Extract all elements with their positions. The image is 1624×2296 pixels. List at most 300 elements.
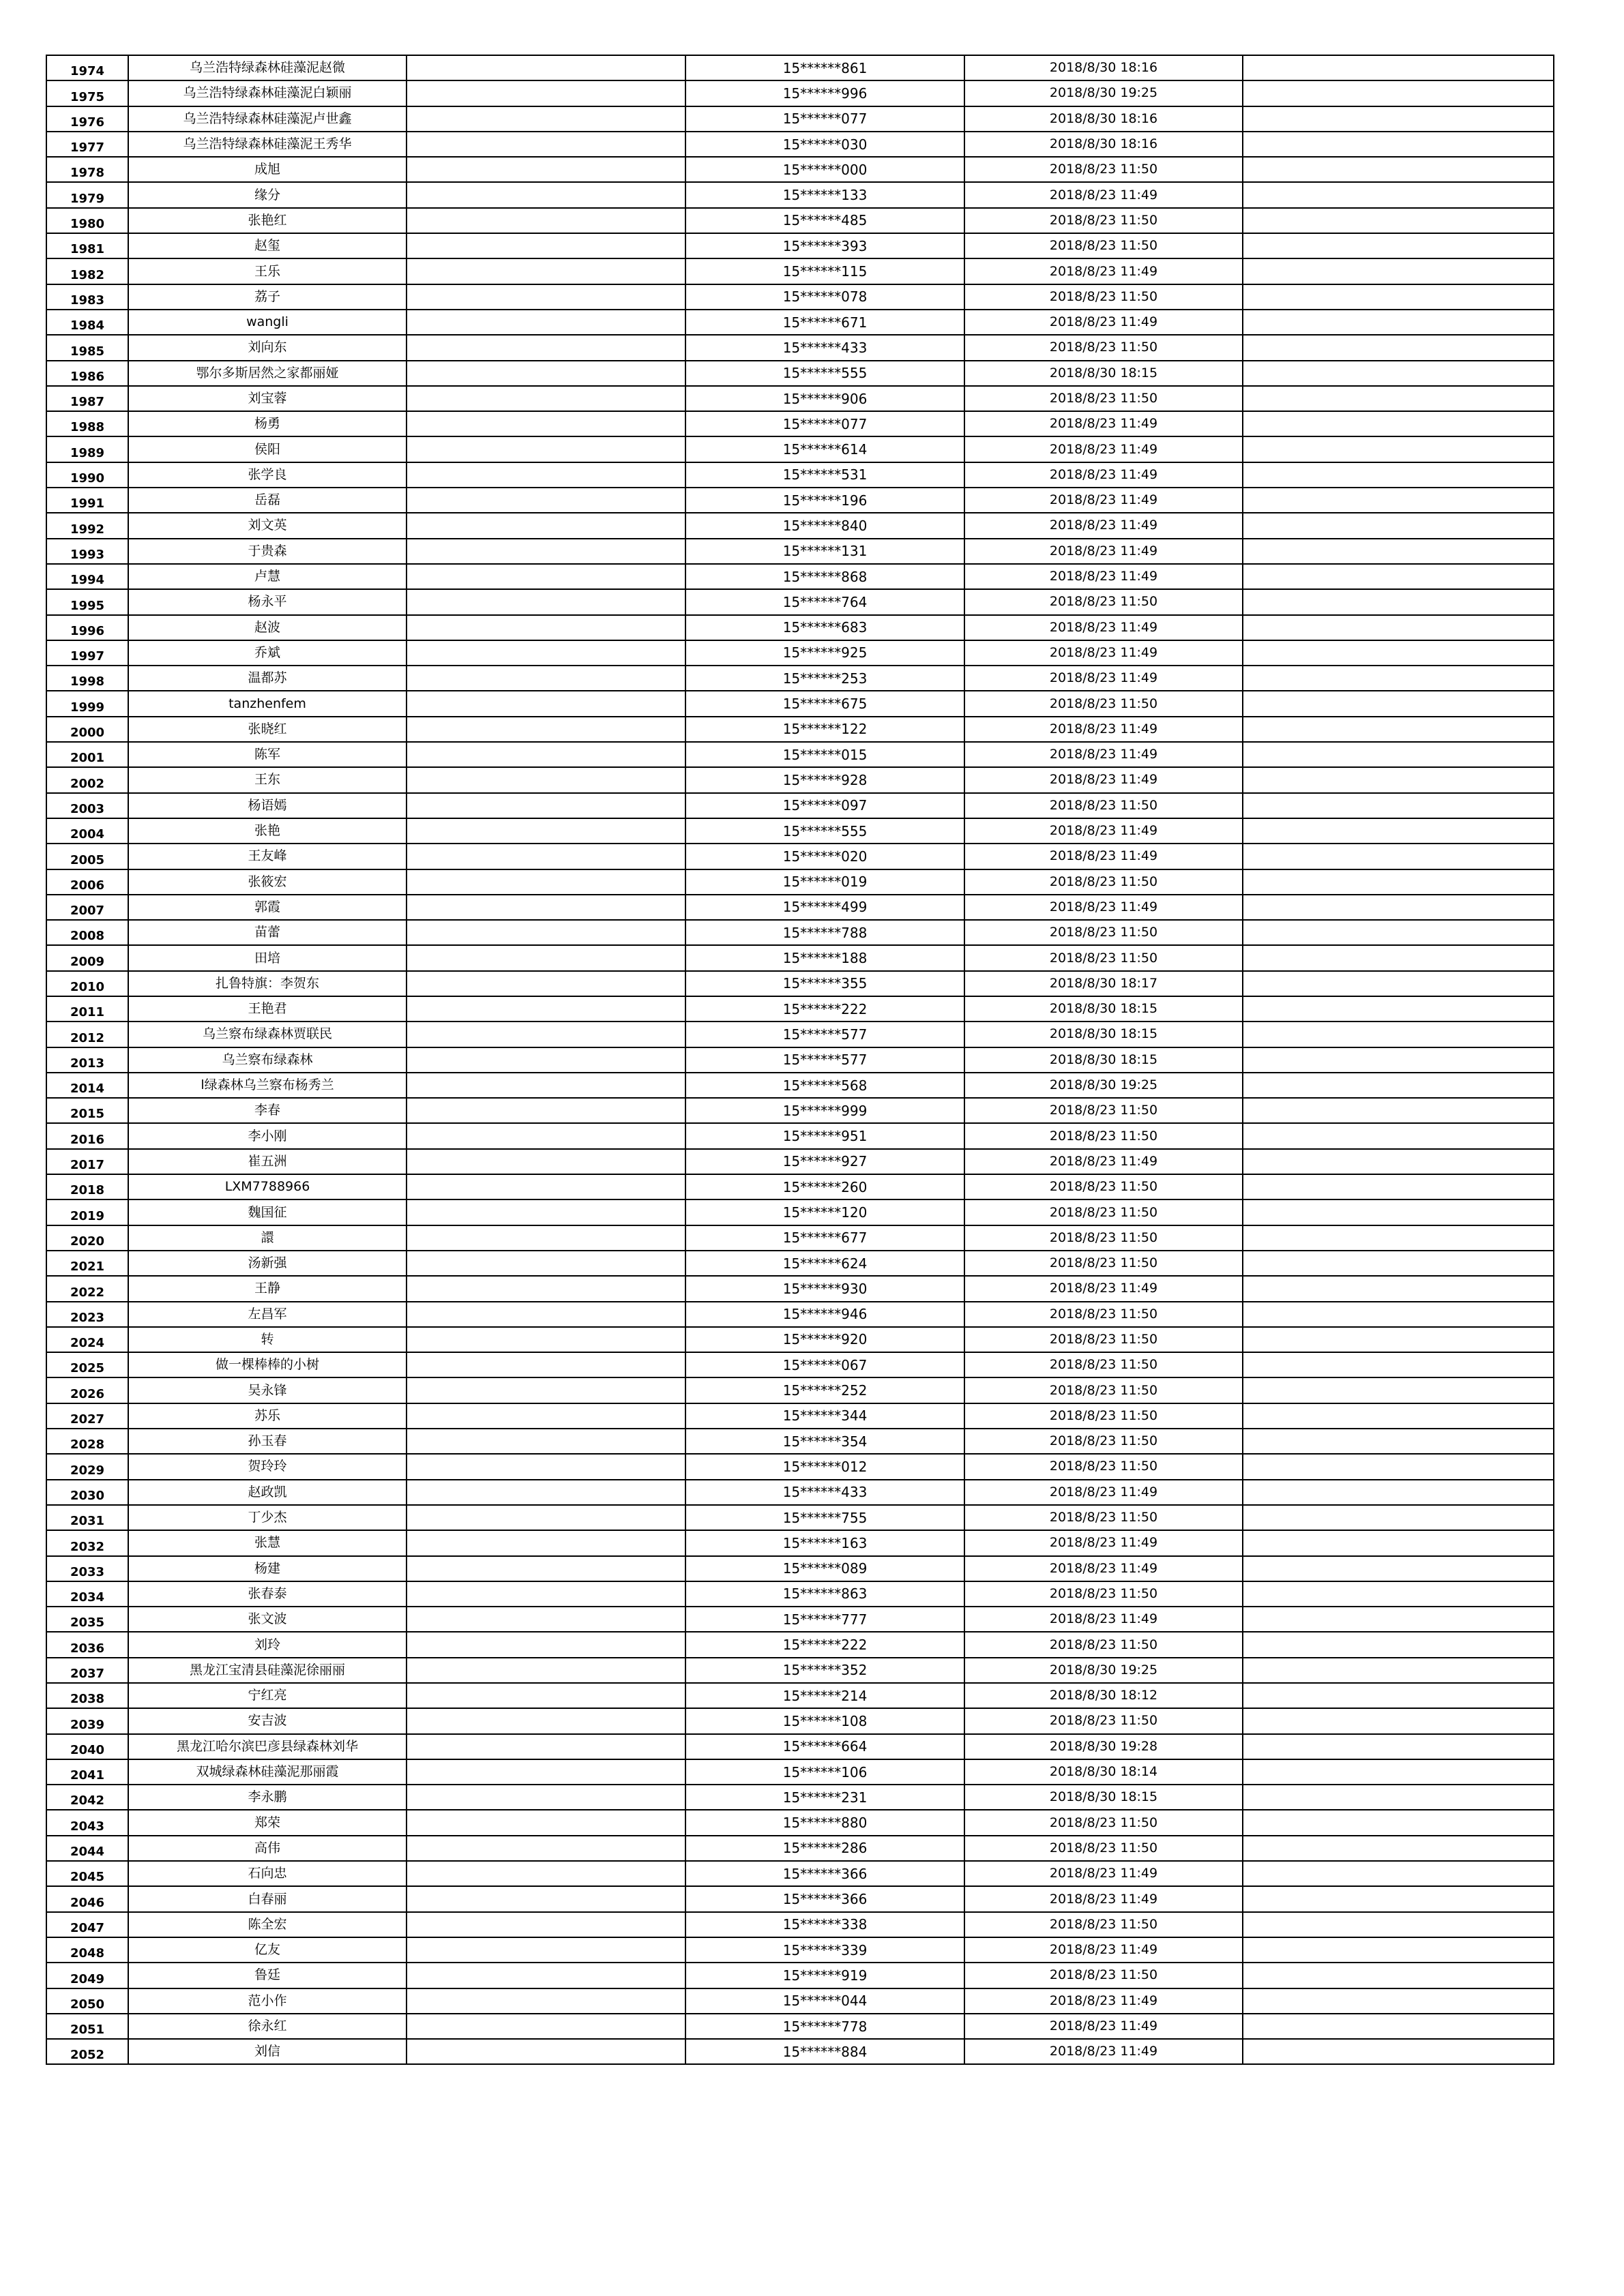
row-phone: 15******624 — [685, 1251, 964, 1276]
row-time: 2018/8/23 11:49 — [964, 411, 1243, 436]
row-empty-cell — [407, 589, 685, 614]
row-index: 2022 — [46, 1276, 128, 1301]
row-phone: 15******671 — [685, 310, 964, 335]
row-phone: 15******555 — [685, 361, 964, 386]
row-name: 赵玺 — [128, 233, 407, 258]
row-trailing-cell — [1243, 233, 1554, 258]
row-time: 2018/8/23 11:50 — [964, 1912, 1243, 1937]
row-empty-cell — [407, 640, 685, 666]
table-row — [46, 1352, 1554, 1377]
row-index: 1980 — [46, 208, 128, 233]
row-trailing-cell — [1243, 1556, 1554, 1581]
row-phone: 15******577 — [685, 1022, 964, 1047]
row-empty-cell — [407, 1658, 685, 1683]
row-name: 张艳红 — [128, 208, 407, 233]
row-time: 2018/8/23 11:49 — [964, 742, 1243, 767]
row-trailing-cell — [1243, 1963, 1554, 1988]
row-phone: 15******366 — [685, 1861, 964, 1886]
row-name: 张筱宏 — [128, 869, 407, 895]
row-name: 安吉波 — [128, 1708, 407, 1733]
row-index: 2042 — [46, 1785, 128, 1810]
row-time: 2018/8/30 18:17 — [964, 971, 1243, 996]
row-empty-cell — [407, 1963, 685, 1988]
row-index: 2041 — [46, 1759, 128, 1785]
row-phone: 15******928 — [685, 767, 964, 792]
row-index: 2010 — [46, 971, 128, 996]
table-body — [46, 55, 1554, 2064]
row-trailing-cell — [1243, 335, 1554, 360]
row-trailing-cell — [1243, 1073, 1554, 1098]
row-time: 2018/8/23 11:49 — [964, 615, 1243, 640]
row-empty-cell — [407, 1886, 685, 1911]
row-index: 2048 — [46, 1937, 128, 1963]
row-empty-cell — [407, 157, 685, 182]
row-name: 张艳 — [128, 818, 407, 844]
row-phone: 15******861 — [685, 55, 964, 80]
row-trailing-cell — [1243, 182, 1554, 207]
row-index: 2046 — [46, 1886, 128, 1911]
row-trailing-cell — [1243, 1123, 1554, 1148]
table-row — [46, 1429, 1554, 1454]
row-index: 2027 — [46, 1403, 128, 1429]
row-phone: 15******999 — [685, 1098, 964, 1123]
row-name: 陈全宏 — [128, 1912, 407, 1937]
row-phone: 15******840 — [685, 513, 964, 538]
row-empty-cell — [407, 2039, 685, 2064]
row-phone: 15******355 — [685, 971, 964, 996]
row-trailing-cell — [1243, 539, 1554, 564]
row-index: 1995 — [46, 589, 128, 614]
row-empty-cell — [407, 335, 685, 360]
row-trailing-cell — [1243, 818, 1554, 844]
row-index: 2023 — [46, 1302, 128, 1327]
row-trailing-cell — [1243, 361, 1554, 386]
row-time: 2018/8/23 11:50 — [964, 1810, 1243, 1835]
row-empty-cell — [407, 1505, 685, 1530]
table-row — [46, 666, 1554, 691]
row-trailing-cell — [1243, 1708, 1554, 1733]
row-name: 赵政凯 — [128, 1480, 407, 1505]
row-name: 卢慧 — [128, 564, 407, 589]
row-time: 2018/8/23 11:49 — [964, 539, 1243, 564]
row-index: 1997 — [46, 640, 128, 666]
table-row — [46, 971, 1554, 996]
row-trailing-cell — [1243, 284, 1554, 310]
row-empty-cell — [407, 666, 685, 691]
row-name: tanzhenfem — [128, 691, 407, 716]
table-row — [46, 1658, 1554, 1683]
table-row — [46, 1759, 1554, 1785]
table-row — [46, 1377, 1554, 1403]
row-trailing-cell — [1243, 1607, 1554, 1632]
row-time: 2018/8/30 19:28 — [964, 1734, 1243, 1759]
row-trailing-cell — [1243, 1912, 1554, 1937]
row-phone: 15******000 — [685, 157, 964, 182]
row-trailing-cell — [1243, 1683, 1554, 1708]
row-empty-cell — [407, 55, 685, 80]
row-empty-cell — [407, 1759, 685, 1785]
row-time: 2018/8/30 18:16 — [964, 132, 1243, 157]
row-time: 2018/8/23 11:50 — [964, 793, 1243, 818]
row-phone: 15******344 — [685, 1403, 964, 1429]
row-index: 2037 — [46, 1658, 128, 1683]
row-index: 2032 — [46, 1530, 128, 1555]
row-name: 乌兰浩特绿森林硅藻泥赵微 — [128, 55, 407, 80]
row-trailing-cell — [1243, 945, 1554, 970]
row-phone: 15******531 — [685, 462, 964, 488]
row-trailing-cell — [1243, 1836, 1554, 1861]
row-time: 2018/8/23 11:49 — [964, 1556, 1243, 1581]
row-phone: 15******880 — [685, 1810, 964, 1835]
table-row — [46, 1963, 1554, 1988]
row-time: 2018/8/30 18:14 — [964, 1759, 1243, 1785]
row-index: 2033 — [46, 1556, 128, 1581]
row-trailing-cell — [1243, 996, 1554, 1022]
row-empty-cell — [407, 1352, 685, 1377]
row-time: 2018/8/23 11:49 — [964, 488, 1243, 513]
table-row — [46, 1632, 1554, 1657]
row-time: 2018/8/30 18:12 — [964, 1683, 1243, 1708]
row-empty-cell — [407, 1149, 685, 1174]
row-name: 双城绿森林硅藻泥那丽霞 — [128, 1759, 407, 1785]
row-name: 鲁廷 — [128, 1963, 407, 1988]
row-empty-cell — [407, 1861, 685, 1886]
row-trailing-cell — [1243, 869, 1554, 895]
row-time: 2018/8/30 18:15 — [964, 1022, 1243, 1047]
row-time: 2018/8/23 11:50 — [964, 1251, 1243, 1276]
row-name: 鄂尔多斯居然之家都丽娅 — [128, 361, 407, 386]
table-row — [46, 1251, 1554, 1276]
row-name: 刘宝蓉 — [128, 386, 407, 411]
row-phone: 15******352 — [685, 1658, 964, 1683]
row-trailing-cell — [1243, 411, 1554, 436]
table-row — [46, 1988, 1554, 2014]
row-time: 2018/8/23 11:49 — [964, 1607, 1243, 1632]
row-time: 2018/8/23 11:50 — [964, 1123, 1243, 1148]
row-time: 2018/8/23 11:49 — [964, 1149, 1243, 1174]
row-index: 1979 — [46, 182, 128, 207]
row-phone: 15******286 — [685, 1836, 964, 1861]
row-index: 2039 — [46, 1708, 128, 1733]
row-phone: 15******868 — [685, 564, 964, 589]
row-time: 2018/8/23 11:50 — [964, 1505, 1243, 1530]
row-time: 2018/8/23 11:49 — [964, 462, 1243, 488]
table-row — [46, 284, 1554, 310]
row-trailing-cell — [1243, 1352, 1554, 1377]
row-name: 亿友 — [128, 1937, 407, 1963]
table-row — [46, 895, 1554, 920]
table-row — [46, 2039, 1554, 2064]
row-time: 2018/8/23 11:49 — [964, 1530, 1243, 1555]
row-index: 2015 — [46, 1098, 128, 1123]
row-trailing-cell — [1243, 1988, 1554, 2014]
row-index: 2047 — [46, 1912, 128, 1937]
row-index: 2014 — [46, 1073, 128, 1098]
row-phone: 15******067 — [685, 1352, 964, 1377]
row-index: 2051 — [46, 2014, 128, 2039]
row-empty-cell — [407, 1937, 685, 1963]
row-name: 乌兰浩特绿森林硅藻泥卢世鑫 — [128, 106, 407, 132]
row-index: 1975 — [46, 80, 128, 106]
row-phone: 15******863 — [685, 1581, 964, 1607]
row-index: 2034 — [46, 1581, 128, 1607]
row-phone: 15******664 — [685, 1734, 964, 1759]
table-row — [46, 793, 1554, 818]
row-time: 2018/8/23 11:49 — [964, 513, 1243, 538]
row-time: 2018/8/23 11:50 — [964, 1174, 1243, 1199]
row-trailing-cell — [1243, 1047, 1554, 1073]
row-name: 缘分 — [128, 182, 407, 207]
row-empty-cell — [407, 1199, 685, 1225]
table-row — [46, 1607, 1554, 1632]
row-empty-cell — [407, 1073, 685, 1098]
row-trailing-cell — [1243, 767, 1554, 792]
row-name: 郑荣 — [128, 1810, 407, 1835]
row-name: 宁红亮 — [128, 1683, 407, 1708]
row-time: 2018/8/23 11:50 — [964, 1352, 1243, 1377]
row-trailing-cell — [1243, 132, 1554, 157]
row-name: 做一棵棒棒的小树 — [128, 1352, 407, 1377]
row-phone: 15******012 — [685, 1454, 964, 1479]
row-trailing-cell — [1243, 1454, 1554, 1479]
row-index: 1981 — [46, 233, 128, 258]
row-name: 贺玲玲 — [128, 1454, 407, 1479]
row-index: 2040 — [46, 1734, 128, 1759]
row-trailing-cell — [1243, 462, 1554, 488]
row-name: LXM7788966 — [128, 1174, 407, 1199]
row-index: 2024 — [46, 1327, 128, 1352]
row-name: 田培 — [128, 945, 407, 970]
row-empty-cell — [407, 1174, 685, 1199]
row-name: 汤新强 — [128, 1251, 407, 1276]
row-index: 2025 — [46, 1352, 128, 1377]
row-time: 2018/8/30 18:15 — [964, 361, 1243, 386]
row-empty-cell — [407, 1480, 685, 1505]
table-row — [46, 1836, 1554, 1861]
row-index: 1992 — [46, 513, 128, 538]
row-index: 2045 — [46, 1861, 128, 1886]
row-time: 2018/8/23 11:49 — [964, 666, 1243, 691]
row-time: 2018/8/23 11:50 — [964, 233, 1243, 258]
row-phone: 15******433 — [685, 1480, 964, 1505]
row-phone: 15******252 — [685, 1377, 964, 1403]
row-phone: 15******884 — [685, 2039, 964, 2064]
row-phone: 15******339 — [685, 1937, 964, 1963]
row-name: 荔子 — [128, 284, 407, 310]
row-name: 李春 — [128, 1098, 407, 1123]
table-row — [46, 1861, 1554, 1886]
row-trailing-cell — [1243, 1225, 1554, 1251]
row-phone: 15******555 — [685, 818, 964, 844]
row-index: 1985 — [46, 335, 128, 360]
table-row — [46, 1302, 1554, 1327]
row-empty-cell — [407, 717, 685, 742]
row-time: 2018/8/23 11:49 — [964, 1276, 1243, 1301]
row-index: 1994 — [46, 564, 128, 589]
row-index: 1989 — [46, 436, 128, 462]
row-trailing-cell — [1243, 513, 1554, 538]
table-row — [46, 55, 1554, 80]
row-trailing-cell — [1243, 615, 1554, 640]
row-trailing-cell — [1243, 1530, 1554, 1555]
row-name: 王乐 — [128, 258, 407, 284]
row-trailing-cell — [1243, 1937, 1554, 1963]
row-phone: 15******097 — [685, 793, 964, 818]
table-row — [46, 844, 1554, 869]
row-empty-cell — [407, 513, 685, 538]
row-index: 2009 — [46, 945, 128, 970]
table-row — [46, 945, 1554, 970]
row-trailing-cell — [1243, 1276, 1554, 1301]
row-trailing-cell — [1243, 310, 1554, 335]
row-name: 譞 — [128, 1225, 407, 1251]
row-empty-cell — [407, 1403, 685, 1429]
row-empty-cell — [407, 1123, 685, 1148]
row-trailing-cell — [1243, 1302, 1554, 1327]
row-trailing-cell — [1243, 2039, 1554, 2064]
row-trailing-cell — [1243, 1810, 1554, 1835]
table-row — [46, 1022, 1554, 1047]
row-time: 2018/8/23 11:50 — [964, 1963, 1243, 1988]
row-trailing-cell — [1243, 208, 1554, 233]
row-time: 2018/8/23 11:50 — [964, 1581, 1243, 1607]
row-time: 2018/8/23 11:50 — [964, 1225, 1243, 1251]
row-empty-cell — [407, 80, 685, 106]
row-name: 王艳君 — [128, 996, 407, 1022]
row-empty-cell — [407, 1047, 685, 1073]
row-phone: 15******393 — [685, 233, 964, 258]
row-trailing-cell — [1243, 1759, 1554, 1785]
row-phone: 15******196 — [685, 488, 964, 513]
row-phone: 15******614 — [685, 436, 964, 462]
row-name: 刘信 — [128, 2039, 407, 2064]
row-phone: 15******077 — [685, 106, 964, 132]
row-phone: 15******015 — [685, 742, 964, 767]
row-trailing-cell — [1243, 1581, 1554, 1607]
row-name: 扎鲁特旗：李贺东 — [128, 971, 407, 996]
row-index: 2052 — [46, 2039, 128, 2064]
row-time: 2018/8/23 11:49 — [964, 717, 1243, 742]
row-trailing-cell — [1243, 742, 1554, 767]
row-phone: 15******188 — [685, 945, 964, 970]
row-name: 杨建 — [128, 1556, 407, 1581]
row-trailing-cell — [1243, 920, 1554, 945]
row-trailing-cell — [1243, 1149, 1554, 1174]
table-row — [46, 157, 1554, 182]
table-row — [46, 310, 1554, 335]
row-index: 1976 — [46, 106, 128, 132]
row-empty-cell — [407, 996, 685, 1022]
row-phone: 15******260 — [685, 1174, 964, 1199]
row-time: 2018/8/30 18:16 — [964, 55, 1243, 80]
row-index: 2050 — [46, 1988, 128, 2014]
row-empty-cell — [407, 1632, 685, 1657]
table-row — [46, 1174, 1554, 1199]
row-time: 2018/8/23 11:49 — [964, 1480, 1243, 1505]
row-name: 苗蕾 — [128, 920, 407, 945]
table-row — [46, 488, 1554, 513]
row-empty-cell — [407, 869, 685, 895]
row-index: 2021 — [46, 1251, 128, 1276]
row-trailing-cell — [1243, 895, 1554, 920]
row-empty-cell — [407, 564, 685, 589]
row-name: 王静 — [128, 1276, 407, 1301]
row-name: 崔五洲 — [128, 1149, 407, 1174]
row-empty-cell — [407, 411, 685, 436]
row-empty-cell — [407, 462, 685, 488]
row-time: 2018/8/23 11:50 — [964, 1454, 1243, 1479]
table-row — [46, 1073, 1554, 1098]
row-trailing-cell — [1243, 1632, 1554, 1657]
row-time: 2018/8/23 11:49 — [964, 2039, 1243, 2064]
row-name: 乌兰察布绿森林 — [128, 1047, 407, 1073]
row-time: 2018/8/23 11:50 — [964, 589, 1243, 614]
row-phone: 15******222 — [685, 996, 964, 1022]
row-time: 2018/8/23 11:49 — [964, 258, 1243, 284]
table-row — [46, 1276, 1554, 1301]
table-row — [46, 80, 1554, 106]
table-row — [46, 182, 1554, 207]
row-index: 1982 — [46, 258, 128, 284]
row-empty-cell — [407, 208, 685, 233]
table-row — [46, 767, 1554, 792]
table-row — [46, 1047, 1554, 1073]
row-empty-cell — [407, 1988, 685, 2014]
row-empty-cell — [407, 1454, 685, 1479]
row-empty-cell — [407, 1225, 685, 1251]
row-empty-cell — [407, 691, 685, 716]
table-row — [46, 564, 1554, 589]
row-index: 2026 — [46, 1377, 128, 1403]
row-phone: 15******077 — [685, 411, 964, 436]
row-empty-cell — [407, 182, 685, 207]
row-time: 2018/8/23 11:50 — [964, 945, 1243, 970]
row-time: 2018/8/23 11:50 — [964, 1429, 1243, 1454]
row-index: 1974 — [46, 55, 128, 80]
row-name: 于贵森 — [128, 539, 407, 564]
row-time: 2018/8/23 11:50 — [964, 1199, 1243, 1225]
row-phone: 15******030 — [685, 132, 964, 157]
row-trailing-cell — [1243, 640, 1554, 666]
table-row — [46, 615, 1554, 640]
row-name: 张晓红 — [128, 717, 407, 742]
row-phone: 15******920 — [685, 1327, 964, 1352]
row-trailing-cell — [1243, 564, 1554, 589]
row-index: 2043 — [46, 1810, 128, 1835]
row-phone: 15******996 — [685, 80, 964, 106]
table-row — [46, 1912, 1554, 1937]
row-trailing-cell — [1243, 1480, 1554, 1505]
row-index: 2031 — [46, 1505, 128, 1530]
table-row — [46, 539, 1554, 564]
table-row — [46, 1683, 1554, 1708]
row-name: 赵波 — [128, 615, 407, 640]
table-row — [46, 1454, 1554, 1479]
row-trailing-cell — [1243, 793, 1554, 818]
row-time: 2018/8/23 11:50 — [964, 1098, 1243, 1123]
row-name: 李小刚 — [128, 1123, 407, 1148]
row-empty-cell — [407, 1022, 685, 1047]
row-index: 2004 — [46, 818, 128, 844]
row-phone: 15******338 — [685, 1912, 964, 1937]
table-row — [46, 869, 1554, 895]
row-name: 魏国征 — [128, 1199, 407, 1225]
row-index: 2020 — [46, 1225, 128, 1251]
table-row — [46, 335, 1554, 360]
row-time: 2018/8/23 11:49 — [964, 640, 1243, 666]
table-row — [46, 361, 1554, 386]
row-trailing-cell — [1243, 844, 1554, 869]
